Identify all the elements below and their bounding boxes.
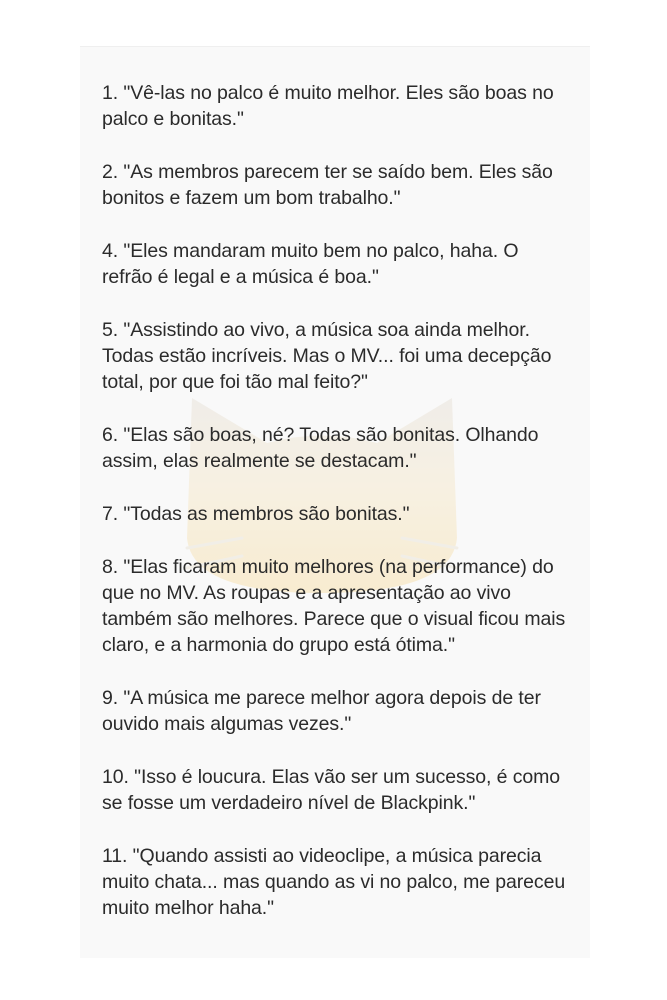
- comment-item: 5. "Assistindo ao vivo, a música soa ainda melhor. Todas estão incríveis. Mas o MV... foi uma decepção total, por que foi tão mal feito?": [102, 319, 552, 393]
- comment-list: [102, 80, 572, 921]
- comment-item: 1. "Vê-las no palco é muito melhor. Eles são boas no palco e bonitas.": [102, 82, 554, 130]
- comment-item: 7. "Todas as membros são bonitas.": [102, 503, 410, 525]
- comment-item: 8. "Elas ficaram muito melhores (na performance) do que no MV. As roupas e a apresentação ao vivo também são melhores. Parece que o visual ficou mais claro, e a harmonia do grupo está ótima.": [102, 556, 566, 656]
- comment-item: 4. "Eles mandaram muito bem no palco, haha. O refrão é legal e a música é boa.": [102, 240, 519, 288]
- comment-item: 6. "Elas são boas, né? Todas são bonitas. Olhando assim, elas realmente se destacam.": [102, 424, 539, 472]
- comment-item: 11. "Quando assisti ao videoclipe, a música parecia muito chata... mas quando as vi no palco, me pareceu muito melhor haha.": [102, 845, 566, 919]
- comment-item: 9. "A música me parece melhor agora depois de ter ouvido mais algumas vezes.": [102, 687, 541, 735]
- comment-item: 2. "As membros parecem ter se saído bem. Eles são bonitos e fazem um bom trabalho.": [102, 161, 553, 209]
- comment-item: 10. "Isso é loucura. Elas vão ser um sucesso, é como se fosse um verdadeiro nível de Blackpink.": [102, 766, 561, 814]
